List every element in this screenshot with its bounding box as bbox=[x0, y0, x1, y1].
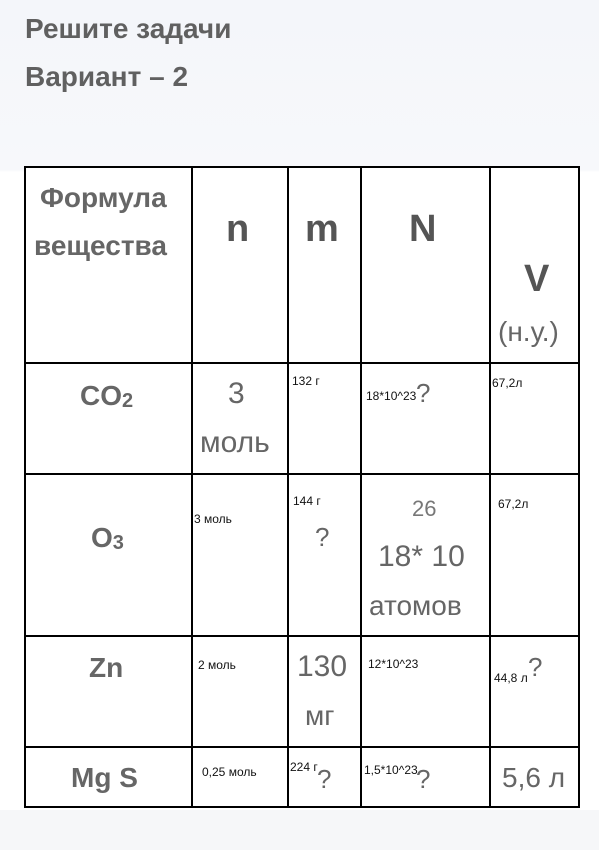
row-divider bbox=[26, 473, 578, 475]
row4-V-value: 5,6 л bbox=[502, 762, 566, 793]
row1-m-value: 132 г bbox=[292, 374, 320, 388]
row1-n-unit: моль bbox=[200, 426, 270, 459]
row4-m-question: ? bbox=[317, 764, 332, 794]
row2-formula bbox=[91, 522, 124, 555]
column-divider bbox=[489, 168, 491, 806]
row4-m-value: 224 г bbox=[290, 760, 318, 774]
row1-N-value: 18*10^23 bbox=[366, 389, 417, 403]
row2-V-value: 67,2л bbox=[498, 497, 529, 511]
header-m: m bbox=[305, 208, 339, 250]
row3-m-value: 130 bbox=[297, 650, 348, 683]
header-V: V bbox=[524, 258, 550, 300]
row3-V-question: ? bbox=[528, 652, 543, 682]
row2-m-question: ? bbox=[315, 522, 330, 552]
variant-subtitle: Вариант – 2 bbox=[25, 61, 189, 92]
header-N: N bbox=[409, 208, 437, 250]
row1-formula bbox=[80, 380, 133, 413]
substance-table bbox=[24, 166, 580, 808]
row2-formula-main: O bbox=[91, 522, 113, 553]
row-divider bbox=[26, 362, 578, 364]
row3-n-value: 2 моль bbox=[198, 658, 236, 672]
column-divider bbox=[360, 168, 362, 806]
row2-formula-subscript: 3 bbox=[112, 532, 124, 554]
row3-N-value: 12*10^23 bbox=[368, 657, 419, 671]
row1-N-question: ? bbox=[416, 378, 431, 408]
row4-formula: Mg S bbox=[71, 762, 138, 793]
row-divider bbox=[26, 746, 578, 748]
row3-V-value: 44,8 л bbox=[494, 671, 528, 685]
row4-n-value: 0,25 моль bbox=[202, 765, 257, 779]
row3-m-unit: мг bbox=[305, 700, 335, 731]
row2-m-value: 144 г bbox=[293, 494, 321, 508]
row4-N-question: ? bbox=[416, 764, 431, 794]
row-divider bbox=[26, 635, 578, 637]
row4-N-value: 1,5*10^23 bbox=[364, 763, 418, 777]
row1-n-value: 3 bbox=[228, 377, 245, 410]
row3-formula: Zn bbox=[89, 652, 124, 683]
row1-V-value: 67,2л bbox=[492, 376, 523, 390]
row2-N-unit: атомов bbox=[369, 590, 462, 621]
page-footer-strip bbox=[0, 810, 599, 850]
row1-formula-main: CO bbox=[80, 380, 122, 411]
header-formula-line2: вещества bbox=[34, 230, 167, 261]
header-n: n bbox=[226, 208, 250, 250]
page-title: Решите задачи bbox=[25, 13, 232, 44]
row2-N-exponent: 26 bbox=[412, 496, 437, 521]
column-divider bbox=[287, 168, 289, 806]
header-formula-line1: Формула bbox=[40, 182, 167, 213]
row2-N-value: 18* 10 bbox=[378, 540, 465, 573]
row1-formula-subscript: 2 bbox=[122, 390, 134, 412]
header-V-note: (н.у.) bbox=[498, 316, 559, 347]
column-divider bbox=[191, 168, 193, 806]
row2-n-value: 3 моль bbox=[194, 512, 232, 526]
